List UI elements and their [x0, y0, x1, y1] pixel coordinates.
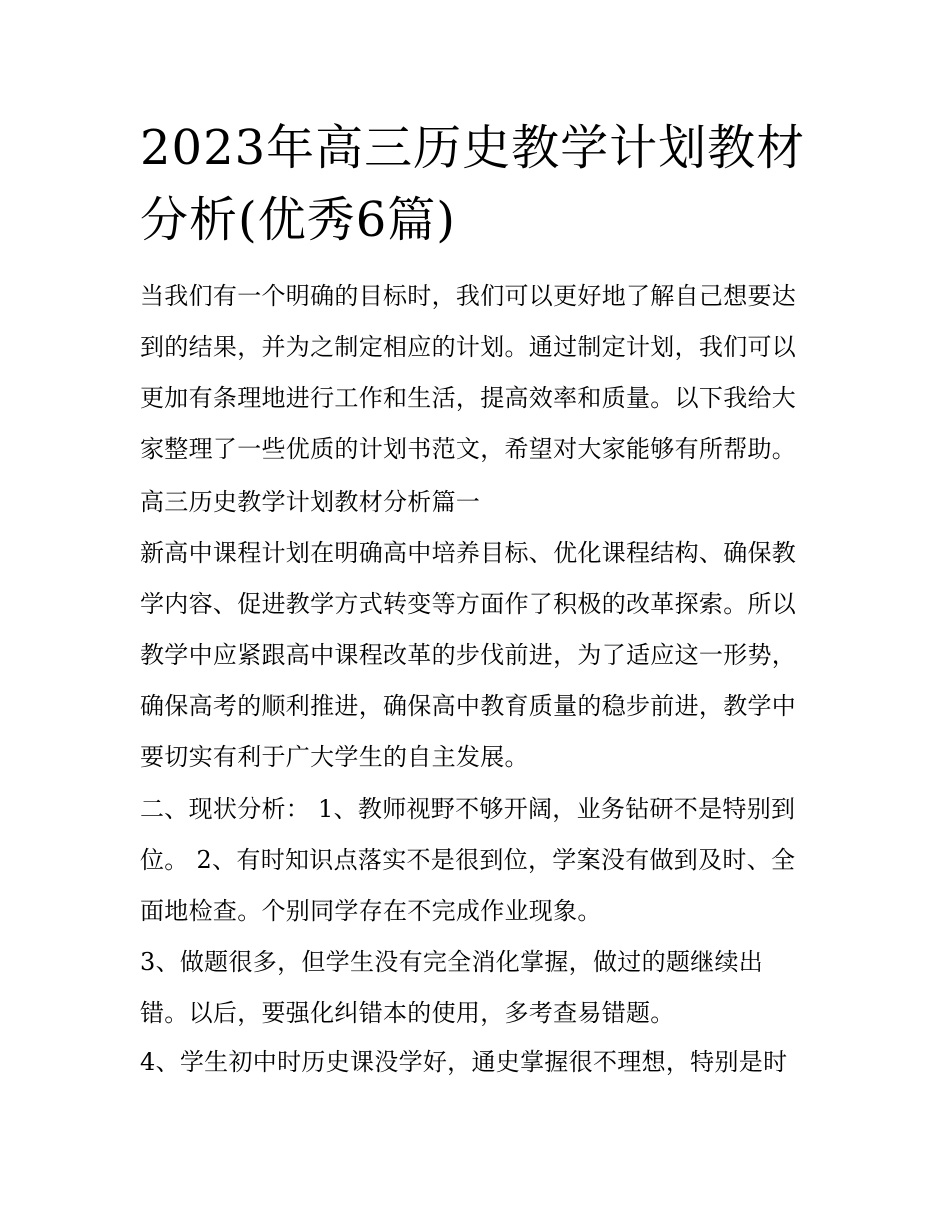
body-paragraph — [140, 528, 820, 783]
intro-paragraph — [140, 271, 820, 475]
paragraph-line: 当我们有一个明确的目标时，我们可以更好地了解自己想要达 — [140, 282, 797, 310]
section-heading — [140, 477, 820, 528]
title-line-2: 分析(优秀6篇) — [140, 192, 456, 248]
paragraph-line: 4、学生初中时历史课没学好，通史掌握很不理想，特别是时 — [140, 1048, 788, 1076]
paragraph-line: 面地检查。个别同学存在不完成作业现象。 — [140, 897, 602, 925]
section-heading-text: 高三历史教学计划教材分析篇一 — [140, 488, 481, 516]
paragraph-line: 错。以后，要强化纠错本的使用，多考查易错题。 — [140, 999, 675, 1027]
paragraph-line: 二、现状分析： 1、教师视野不够开阔，业务钻研不是特别到 — [140, 795, 796, 823]
status-analysis-paragraph — [140, 784, 820, 937]
title-line-1: 2023年高三历史教学计划教材 — [140, 120, 806, 176]
paragraph-line: 学内容、促进教学方式转变等方面作了积极的改革探索。所以 — [140, 590, 797, 618]
paragraph-line: 更加有条理地进行工作和生活，提高效率和质量。以下我给大 — [140, 384, 797, 412]
paragraph-line: 教学中应紧跟高中课程改革的步伐前进，为了适应这一形势， — [140, 641, 797, 669]
item-4-paragraph — [140, 1037, 820, 1088]
paragraph-line: 3、做题很多，但学生没有完全消化掌握，做过的题继续出 — [140, 948, 764, 976]
document-title — [140, 112, 830, 256]
paragraph-line: 家整理了一些优质的计划书范文，希望对大家能够有所帮助。 — [140, 435, 797, 463]
item-3-paragraph — [140, 937, 820, 1039]
paragraph-line: 新高中课程计划在明确高中培养目标、优化课程结构、确保教 — [140, 539, 797, 567]
paragraph-line: 到的结果，并为之制定相应的计划。通过制定计划，我们可以 — [140, 333, 797, 361]
paragraph-line: 确保高考的顺利推进，确保高中教育质量的稳步前进，教学中 — [140, 692, 797, 720]
paragraph-line: 要切实有利于广大学生的自主发展。 — [140, 743, 529, 771]
paragraph-line: 位。 2、有时知识点落实不是很到位，学案没有做到及时、全 — [140, 846, 796, 874]
